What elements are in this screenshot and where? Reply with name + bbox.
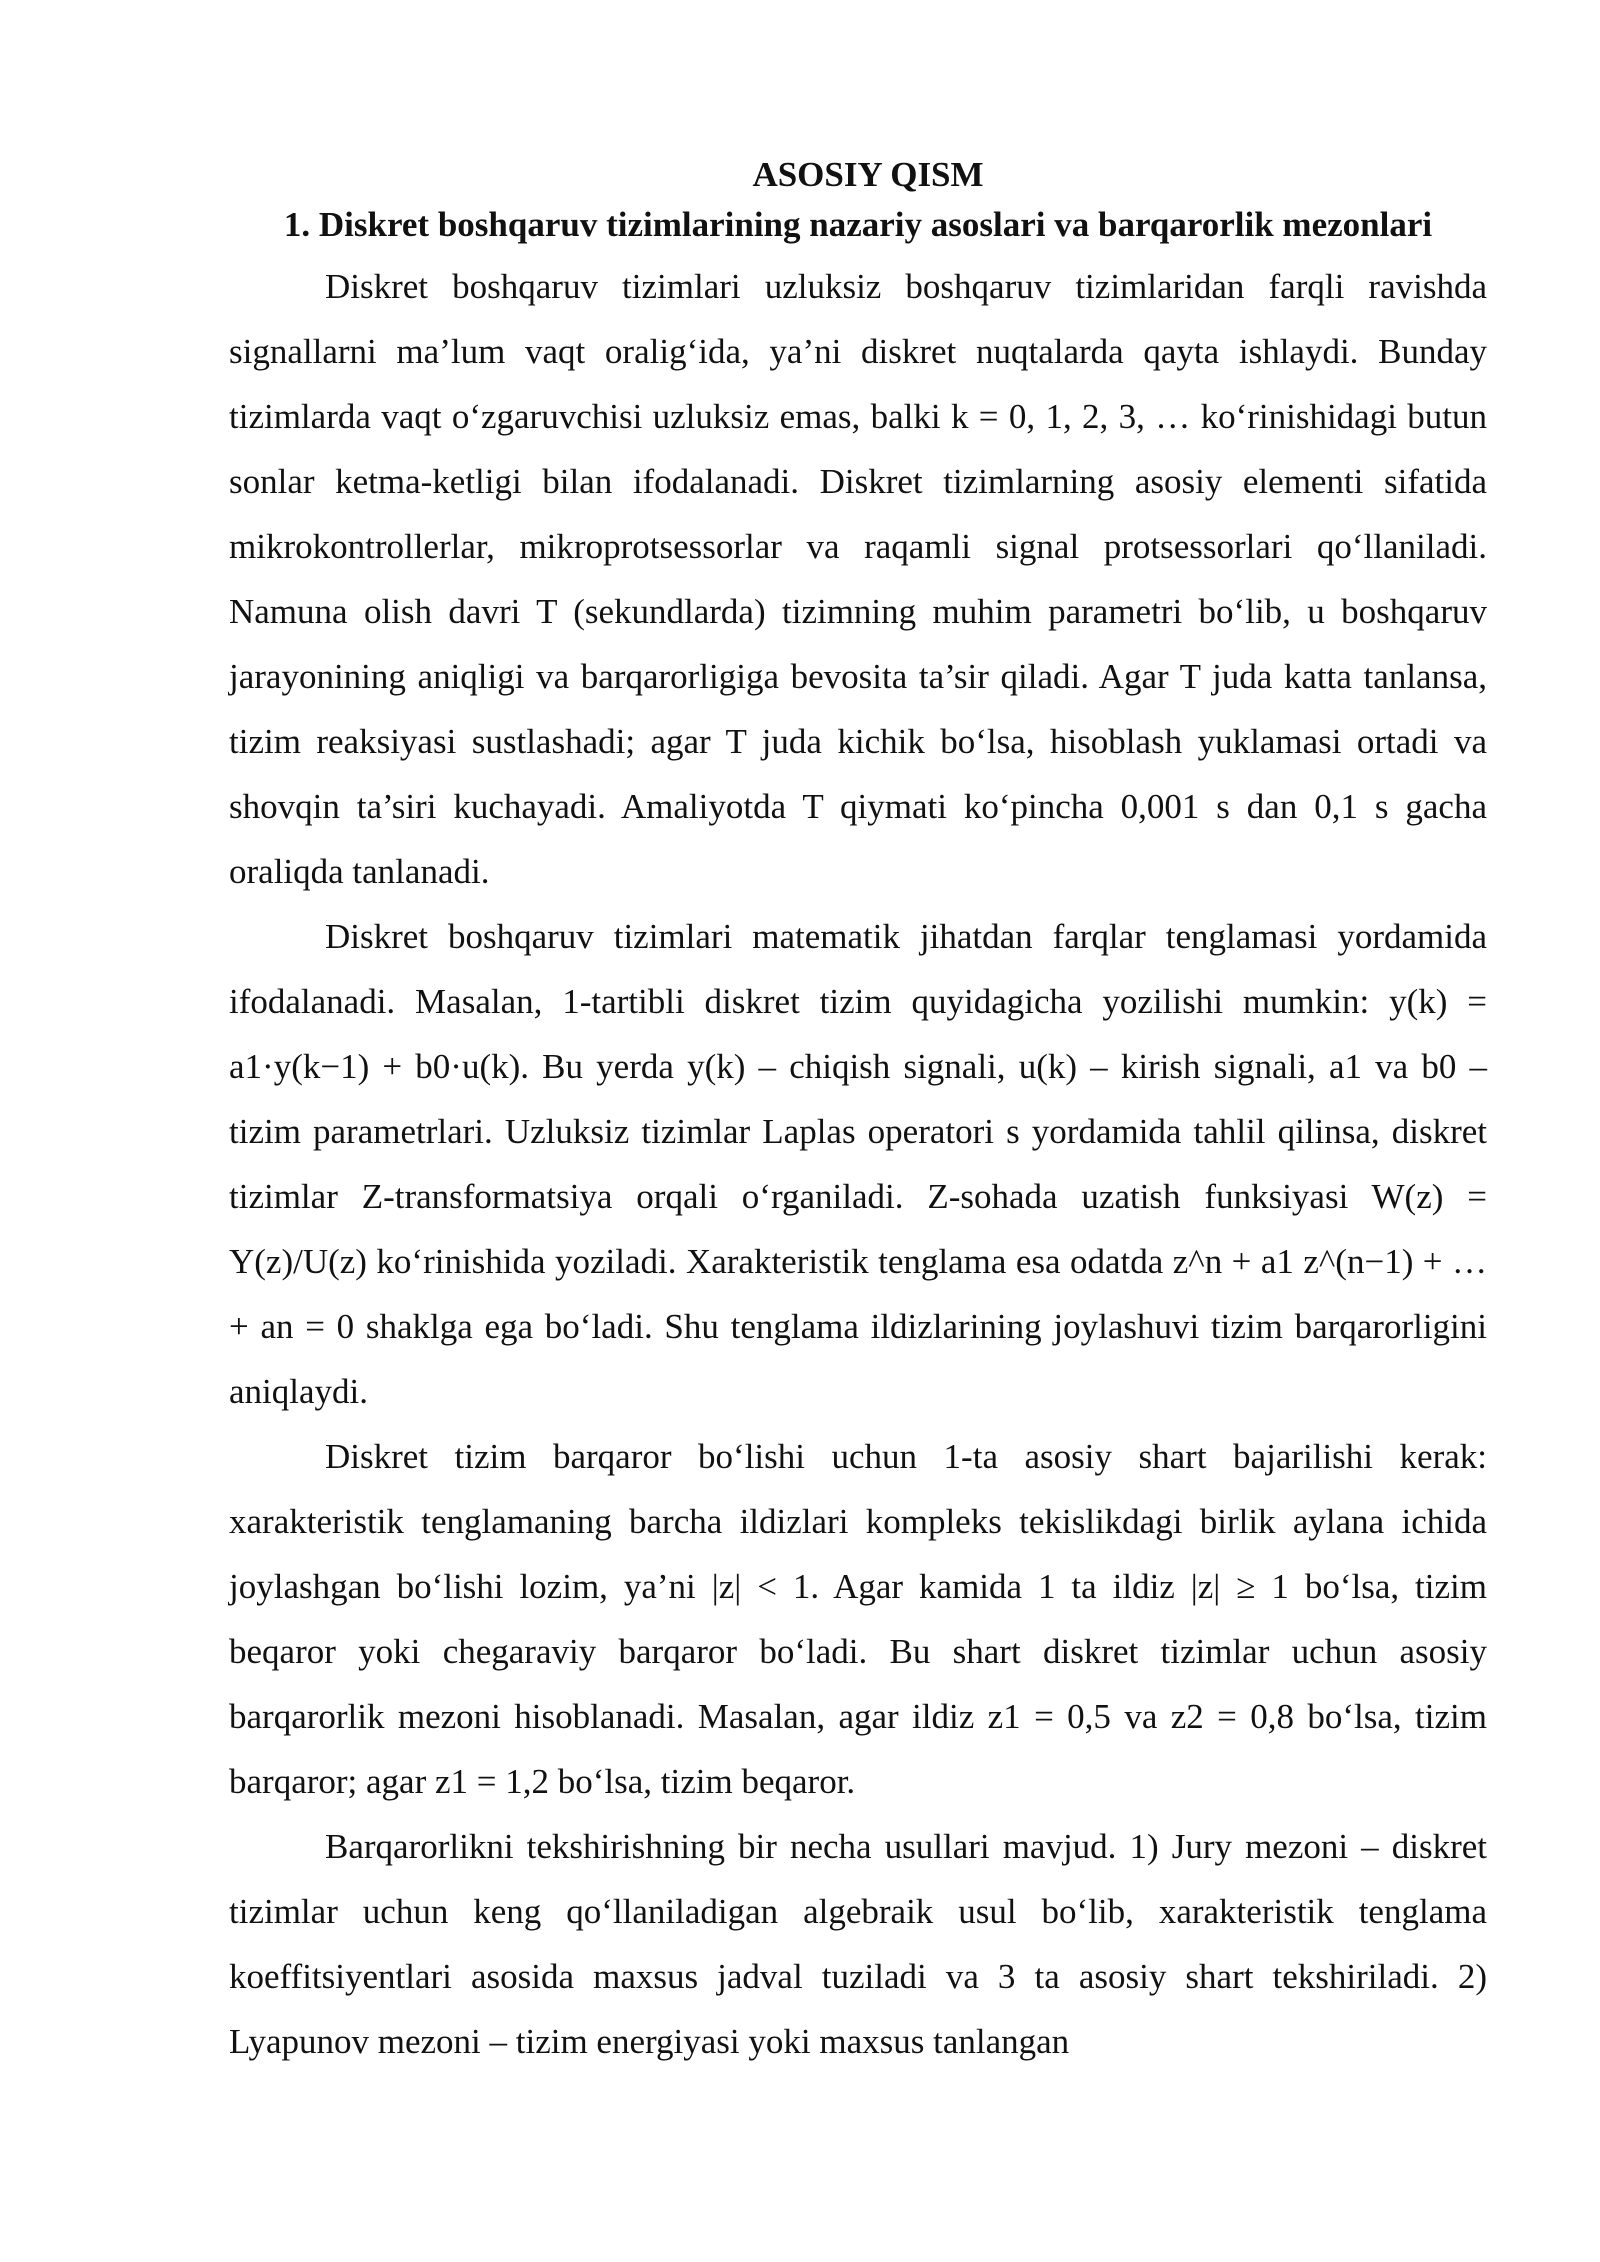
- paragraph-3: Diskret tizim barqaror bo‘lishi uchun 1-ta asosiy shart bajarilishi kerak: xarakteristik tenglamaning barcha ildizlari kompleks tekislikdagi birlik aylana ichida joylashgan bo‘lishi lozim, ya’ni |z| < 1. Agar kamida 1 ta ildiz |z| ≥ 1 bo‘lsa, tizim beqaror yoki chegaraviy barqaror bo‘ladi. Bu shart diskret tizimlar uchun asosiy barqarorlik mezoni hisoblanadi. Masalan, agar ildiz z1 = 0,5 va z2 = 0,8 bo‘lsa, tizim barqaror; agar z1 = 1,2 bo‘lsa, tizim beqaror.: [229, 1437, 1487, 1801]
- paragraph-4: Barqarorlikni tekshirishning bir necha usullari mavjud. 1) Jury mezoni – diskret tizimlar uchun keng qo‘llaniladigan algebraik usul bo‘lib, xarakteristik tenglama koeffitsiyentlari asosida maxsus jadval tuziladi va 3 ta asosiy shart tekshiriladi. 2) Lyapunov mezoni – tizim energiyasi yoki maxsus tanlangan: [229, 1827, 1487, 2061]
- chapter-heading: 1. Diskret boshqaruv tizimlarining nazariy asoslari va barqarorlik mezonlari: [283, 205, 1433, 244]
- section-heading: ASOSIY QISM: [752, 155, 984, 194]
- paragraph-1: Diskret boshqaruv tizimlari uzluksiz boshqaruv tizimlaridan farqli ravishda signallarni ma’lum vaqt oralig‘ida, ya’ni diskret nuqtalarda qayta ishlaydi. Bunday tizimlarda vaqt o‘zgaruvchisi uzluksiz emas, balki k = 0, 1, 2, 3, … ko‘rinishidagi butun sonlar ketma-ketligi bilan ifodalanadi. Diskret tizimlarning asosiy elementi sifatida mikrokontrollerlar, mikroprotsessorlar va raqamli signal protsessorlari qo‘llaniladi. Namuna olish davri T (sekundlarda) tizimning muhim parametri bo‘lib, u boshqaruv jarayonining aniqligi va barqarorligiga bevosita ta’sir qiladi. Agar T juda katta tanlansa, tizim reaksiyasi sustlashadi; agar T juda kichik bo‘lsa, hisoblash yuklamasi ortadi va shovqin ta’siri kuchayadi. Amaliyotda T qiymati ko‘pincha 0,001 s dan 0,1 s gacha oraliqda tanlanadi.: [229, 267, 1487, 891]
- document-page: [229, 150, 1487, 2074]
- paragraph-2: Diskret boshqaruv tizimlari matematik jihatdan farqlar tenglamasi yordamida ifodalanadi. Masalan, 1-tartibli diskret tizim quyidagicha yozilishi mumkin: y(k) = a1·y(k−1) + b0·u(k). Bu yerda y(k) – chiqish signali, u(k) – kirish signali, a1 va b0 – tizim parametrlari. Uzluksiz tizimlar Laplas operatori s yordamida tahlil qilinsa, diskret tizimlar Z-transformatsiya orqali o‘rganiladi. Z-sohada uzatish funksiyasi W(z) = Y(z)/U(z) ko‘rinishida yoziladi. Xarakteristik tenglama esa odatda z^n + a1 z^(n−1) + … + an = 0 shaklga ega bo‘ladi. Shu tenglama ildizlarining joylashuvi tizim barqarorligini aniqlaydi.: [229, 917, 1487, 1411]
